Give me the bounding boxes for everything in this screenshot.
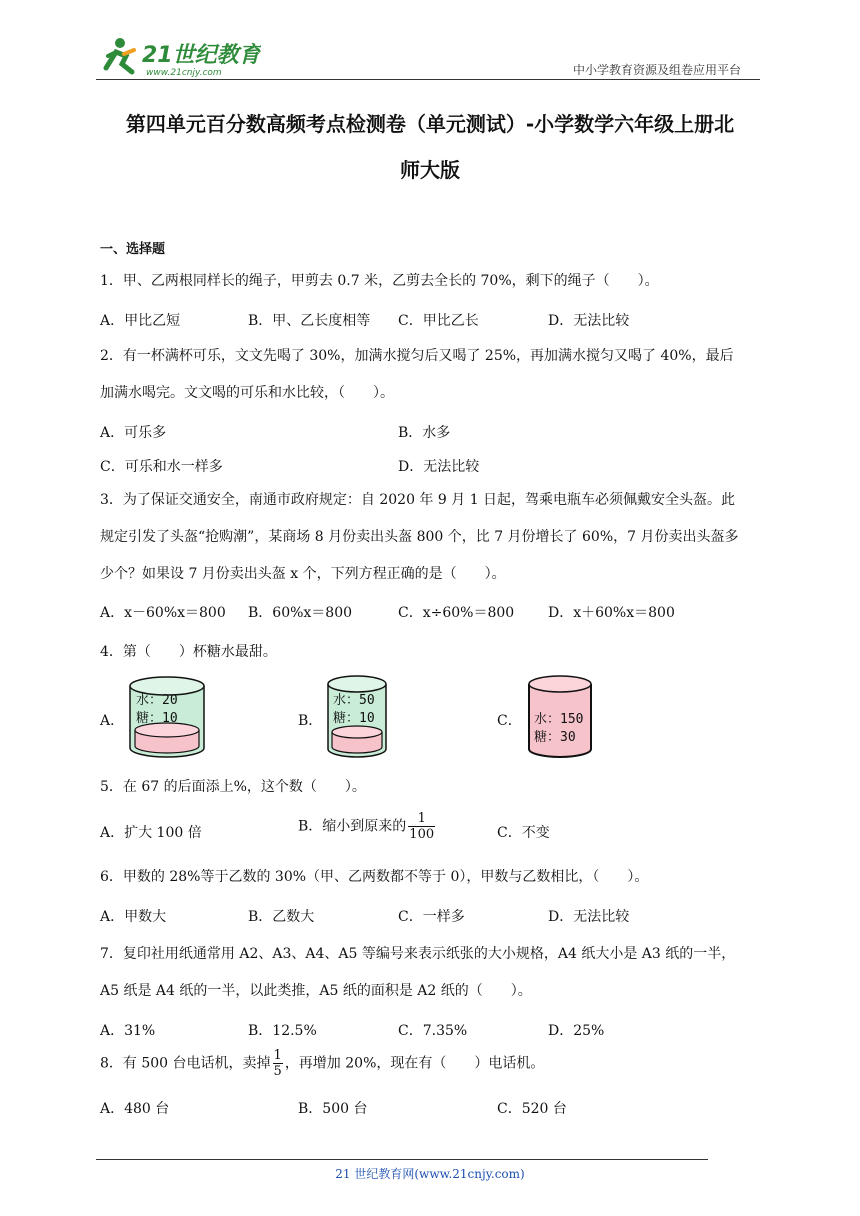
question-5: 5．在 67 的后面添上%，这个数（ ）。 [100,779,366,795]
q7-option-a: A．31% [100,1023,156,1039]
q5-fraction-denominator: 100 [409,827,435,842]
question-3-line2: 规定引发了头盔“抢购潮”，某商场 8 月份卖出头盔 800 个，比 7 月份增长了 60%，7 月份卖出头盔多 [100,529,739,545]
cup-a-water-label: 水：20 [136,693,178,708]
q4-option-c: C． [497,713,522,729]
question-1: 1．甲、乙两根同样长的绳子，甲剪去 0.7 米，乙剪去全长的 70%，剩下的绳子（ ）。 [100,273,659,289]
question-7-line2: A5 纸是 A4 纸的一半，以此类推，A5 纸的面积是 A2 纸的（ ）。 [100,983,532,999]
logo [96,34,261,80]
q6-option-b: B．乙数大 [248,909,315,925]
q2-option-b: B．水多 [398,425,451,441]
logo-text: 21世纪教育 [142,43,261,68]
q8-fraction-denominator: 5 [273,1064,282,1079]
logo-url: www.21cnjy.com [146,68,222,78]
question-3-line3: 少个？如果设 7 月份卖出头盔 x 个，下列方程正确的是（ ）。 [100,566,506,582]
header-divider [96,79,760,80]
q2-option-a: A．可乐多 [100,425,167,441]
q1-option-d: D．无法比较 [548,313,630,329]
q3-option-c: C．x÷60%＝800 [398,605,515,621]
page-title-line2: 师大版 [400,158,460,182]
q6-option-c: C．一样多 [398,909,465,925]
cup-c [526,674,594,760]
q1-option-c: C．甲比乙长 [398,313,479,329]
footer-link[interactable]: 21 世纪教育网(www.21cnjy.com) [335,1167,525,1181]
q4-option-b: B． [298,713,323,729]
cup-c-water-label: 水：150 [534,712,584,727]
question-4: 4．第（ ）杯糖水最甜。 [100,644,277,660]
platform-text: 中小学教育资源及组卷应用平台 [573,63,742,77]
section-heading: 一、选择题 [100,242,166,257]
question-8 [100,1048,544,1079]
cup-c-sugar-label: 糖：30 [534,730,576,745]
q5-option-a: A．扩大 100 倍 [100,825,202,841]
q8-option-a: A．480 台 [100,1101,170,1117]
q4-option-a: A． [100,713,125,729]
q8-fraction-numerator: 1 [273,1048,282,1063]
question-7-line1: 7．复印社用纸通常用 A2、A3、A4、A5 等编号来表示纸张的大小规格，A4 纸大小是 A3 纸的一半， [100,946,736,962]
q5-fraction [408,811,435,842]
cup-a [126,674,208,760]
cup-b-sugar-label: 糖：10 [333,711,375,726]
q3-option-b: B．60%x＝800 [248,605,353,621]
q3-option-a: A．x－60%x＝800 [100,605,226,621]
q2-option-d: D．无法比较 [398,459,480,475]
cup-b [325,674,389,760]
cup-b-water-label: 水：50 [333,693,375,708]
footer-divider [96,1159,708,1160]
q8-text-post: ，再增加 20%，现在有（ ）电话机。 [284,1055,545,1072]
q8-fraction [273,1048,283,1079]
q1-option-b: B．甲、乙长度相等 [248,313,371,329]
question-2-line1: 2．有一杯满杯可乐，文文先喝了 30%，加满水搅匀后又喝了 25%，再加满水搅匀又喝了 40%，最后 [100,348,734,364]
q7-option-b: B．12.5% [248,1023,317,1039]
page-title-line1: 第四单元百分数高频考点检测卷（单元测试）-小学数学六年级上册北 [125,112,735,136]
q5-option-c: C．不变 [497,825,550,841]
q8-option-c: C．520 台 [497,1101,567,1117]
q6-option-d: D．无法比较 [548,909,630,925]
q5-fraction-numerator: 1 [408,811,435,827]
q3-option-d: D．x＋60%x＝800 [548,605,675,621]
q8-option-b: B．500 台 [298,1101,368,1117]
q7-option-c: C．7.35% [398,1023,468,1039]
q7-option-d: D．25% [548,1023,605,1039]
q5-option-b-text: B．缩小到原来的 [298,818,407,835]
q2-option-c: C．可乐和水一样多 [100,459,223,475]
question-2-line2: 加满水喝完。文文喝的可乐和水比较，（ ）。 [100,385,394,401]
q8-text-pre: 8．有 500 台电话机，卖掉 [100,1055,271,1072]
question-6: 6．甲数的 28%等于乙数的 30%（甲、乙两数都不等于 0），甲数与乙数相比，（ ）。 [100,869,649,885]
q1-option-a: A．甲比乙短 [100,313,181,329]
cup-a-sugar-label: 糖：10 [136,711,178,726]
question-3-line1: 3．为了保证交通安全，南通市政府规定：自 2020 年 9 月 1 日起，驾乘电瓶车必须佩戴安全头盔。此 [100,492,736,508]
q6-option-a: A．甲数大 [100,909,167,925]
q5-option-b [298,811,437,842]
